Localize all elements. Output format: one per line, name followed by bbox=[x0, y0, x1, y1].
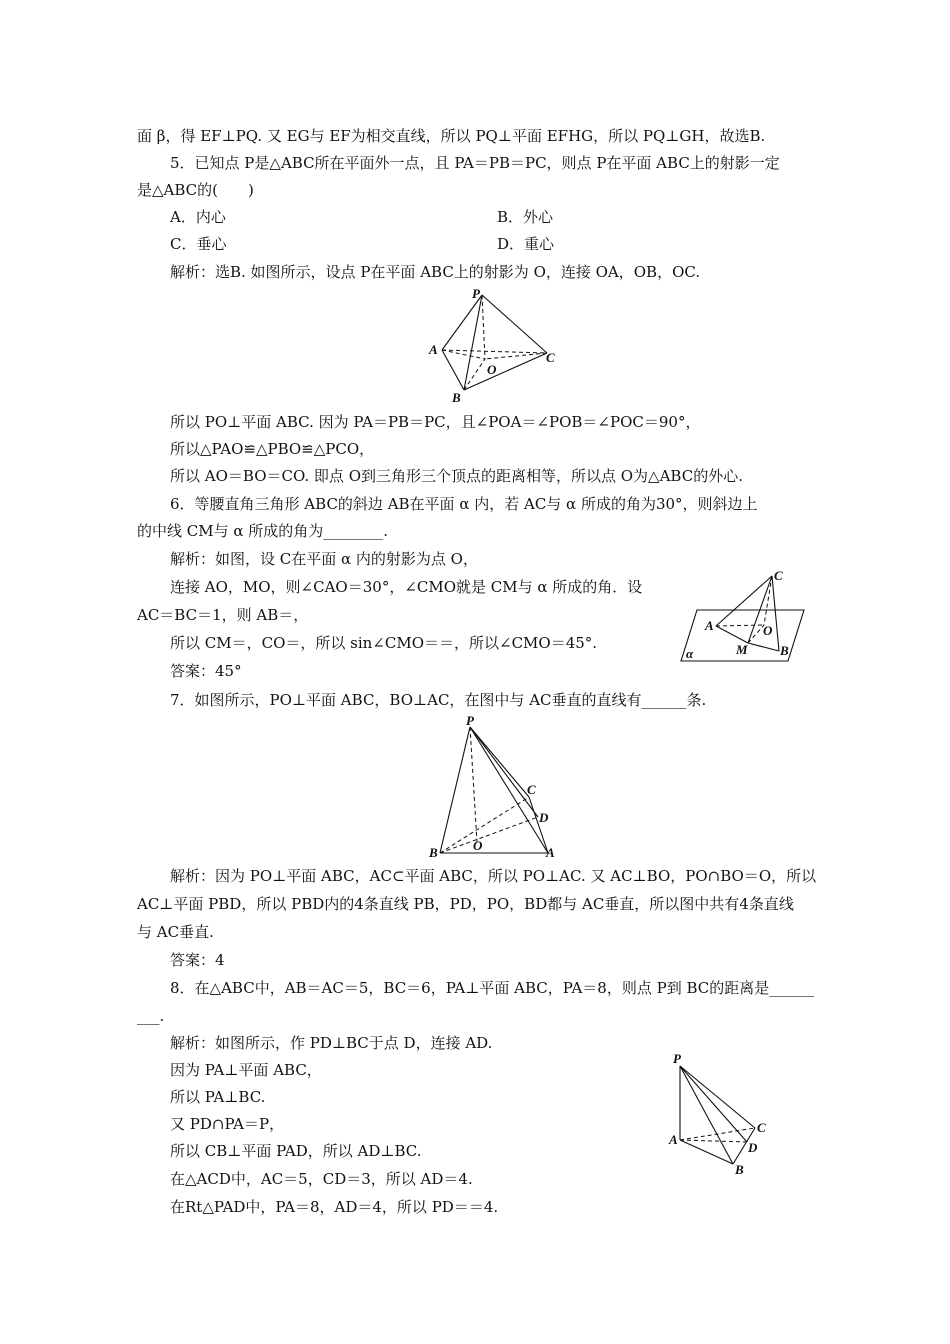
label-a: A bbox=[429, 342, 438, 357]
solution-5-line-1: 解析：选B. 如图所示，设点 P在平面 ABC上的射影为 O，连接 OA，OB，OC. bbox=[170, 263, 701, 281]
question-5-line-2: 是△ABC的( ) bbox=[137, 181, 254, 199]
label-c: C bbox=[757, 1120, 766, 1135]
edge-ab bbox=[680, 1140, 733, 1164]
edge-pb bbox=[464, 295, 482, 390]
label-p: P bbox=[472, 286, 480, 301]
edge-pc bbox=[680, 1066, 755, 1128]
text-line: 面 β，得 EF⊥PQ. 又 EG与 EF为相交直线，所以 PQ⊥平面 EFHG，所以 PQ⊥GH，故选B. bbox=[137, 127, 766, 145]
solution-5-line-3: 所以△PAO≌△PBO≌△PCO， bbox=[170, 440, 375, 458]
figure-5-pyramid bbox=[425, 284, 565, 406]
solution-7-line-3: 与 AC垂直. bbox=[137, 923, 214, 941]
solution-8-line-6: 在△ACD中，AC＝5，CD＝3，所以 AD＝4. bbox=[170, 1170, 473, 1188]
option-c: C．垂心 bbox=[170, 235, 227, 253]
edge-am bbox=[716, 626, 748, 643]
edge-cb bbox=[772, 576, 779, 651]
edge-pb bbox=[680, 1066, 733, 1164]
solution-6-line-4: 所以 CM＝，CO＝，所以 sin∠CMO＝＝，所以∠CMO＝45°. bbox=[170, 634, 598, 652]
label-b: B bbox=[429, 845, 438, 860]
question-6-line-1: 6．等腰直角三角形 ABC的斜边 AB在平面 α 内，若 AC与 α 所成的角为30°，则斜边上 bbox=[170, 495, 758, 513]
label-c: C bbox=[546, 350, 555, 365]
figure-7-pyramid bbox=[425, 710, 565, 860]
edge-pc bbox=[470, 727, 529, 797]
answer-6: 答案：45° bbox=[170, 662, 242, 680]
edge-mb bbox=[748, 643, 779, 651]
solution-7-line-1: 解析：因为 PO⊥平面 ABC，AC⊂平面 ABC，所以 PO⊥AC. 又 AC⊥BO，PO∩BO＝O，所以 bbox=[170, 867, 817, 885]
label-b: B bbox=[780, 643, 789, 658]
solution-8-line-4: 又 PD∩PA＝P， bbox=[170, 1115, 285, 1133]
figure-8-pyramid bbox=[668, 1050, 778, 1180]
edge-co bbox=[764, 576, 772, 625]
solution-6-line-1: 解析：如图，设 C在平面 α 内的射影为点 O， bbox=[170, 550, 478, 568]
option-a: A．内心 bbox=[170, 208, 226, 226]
label-b: B bbox=[735, 1162, 744, 1177]
solution-6-line-2: 连接 AO，MO，则∠CAO＝30°，∠CMO就是 CM与 α 所成的角．设 bbox=[170, 578, 643, 596]
edge-ad bbox=[680, 1140, 747, 1142]
option-d: D．重心 bbox=[497, 235, 555, 253]
solution-8-line-1: 解析：如图所示，作 PD⊥BC于点 D，连接 AD. bbox=[170, 1034, 493, 1052]
solution-5-line-4: 所以 AO＝BO＝CO. 即点 O到三角形三个顶点的距离相等，所以点 O为△ABC的外心. bbox=[170, 467, 743, 485]
label-o: O bbox=[473, 838, 483, 853]
label-alpha: α bbox=[686, 646, 694, 661]
edge-ao bbox=[716, 625, 764, 626]
edge-po bbox=[482, 295, 485, 359]
question-8-line-1: 8．在△ABC中，AB＝AC＝5，BC＝6，PA⊥平面 ABC，PA＝8，则点 P到 BC的距离是______ bbox=[170, 979, 815, 997]
label-c: C bbox=[527, 782, 536, 797]
question-7: 7．如图所示，PO⊥平面 ABC，BO⊥AC，在图中与 AC垂直的直线有______条. bbox=[170, 691, 707, 709]
label-o: O bbox=[763, 623, 773, 638]
label-d: D bbox=[539, 810, 549, 825]
solution-8-line-7: 在Rt△PAD中，PA＝8，AD＝4，所以 PD＝＝4. bbox=[170, 1198, 499, 1216]
solution-7-line-2: AC⊥平面 PBD，所以 PBD内的4条直线 PB，PD，PO，BD都与 AC垂直，所以图中共有4条直线 bbox=[137, 895, 794, 913]
solution-8-line-5: 所以 CB⊥平面 PAD，所以 AD⊥BC. bbox=[170, 1142, 422, 1160]
edge-ac bbox=[442, 350, 547, 353]
solution-8-line-2: 因为 PA⊥平面 ABC， bbox=[170, 1061, 322, 1079]
edge-ab bbox=[442, 350, 464, 390]
solution-5-line-2: 所以 PO⊥平面 ABC. 因为 PA＝PB＝PC，且∠POA＝∠POB＝∠POC＝90°， bbox=[170, 413, 701, 431]
figure-6-plane bbox=[676, 566, 816, 664]
edge-pb bbox=[440, 727, 470, 853]
label-b: B bbox=[452, 390, 461, 405]
label-c: C bbox=[774, 568, 783, 583]
option-b: B．外心 bbox=[497, 208, 554, 226]
edge-po bbox=[470, 727, 477, 842]
label-a: A bbox=[705, 618, 714, 633]
label-p: P bbox=[673, 1051, 681, 1066]
question-6-line-2: 的中线 CM与 α 所成的角为________. bbox=[137, 522, 389, 540]
question-8-line-2: ___. bbox=[137, 1007, 165, 1025]
edge-pa bbox=[442, 295, 482, 350]
answer-7: 答案：4 bbox=[170, 951, 225, 969]
solution-6-line-3: AC＝BC＝1，则 AB＝， bbox=[137, 606, 309, 624]
edge-mo bbox=[748, 625, 764, 643]
label-p: P bbox=[466, 713, 474, 728]
edge-pd bbox=[470, 727, 538, 817]
label-o: O bbox=[487, 362, 497, 377]
edge-pa bbox=[470, 727, 548, 853]
solution-8-line-3: 所以 PA⊥BC. bbox=[170, 1088, 266, 1106]
label-m: M bbox=[736, 642, 748, 657]
edge-oc bbox=[485, 353, 547, 359]
label-a: A bbox=[546, 845, 555, 860]
label-a: A bbox=[669, 1132, 678, 1147]
label-d: D bbox=[748, 1140, 758, 1155]
question-5-line-1: 5．已知点 P是△ABC所在平面外一点，且 PA＝PB＝PC，则点 P在平面 ABC上的射影一定 bbox=[170, 154, 780, 172]
edge-pc bbox=[482, 295, 547, 353]
